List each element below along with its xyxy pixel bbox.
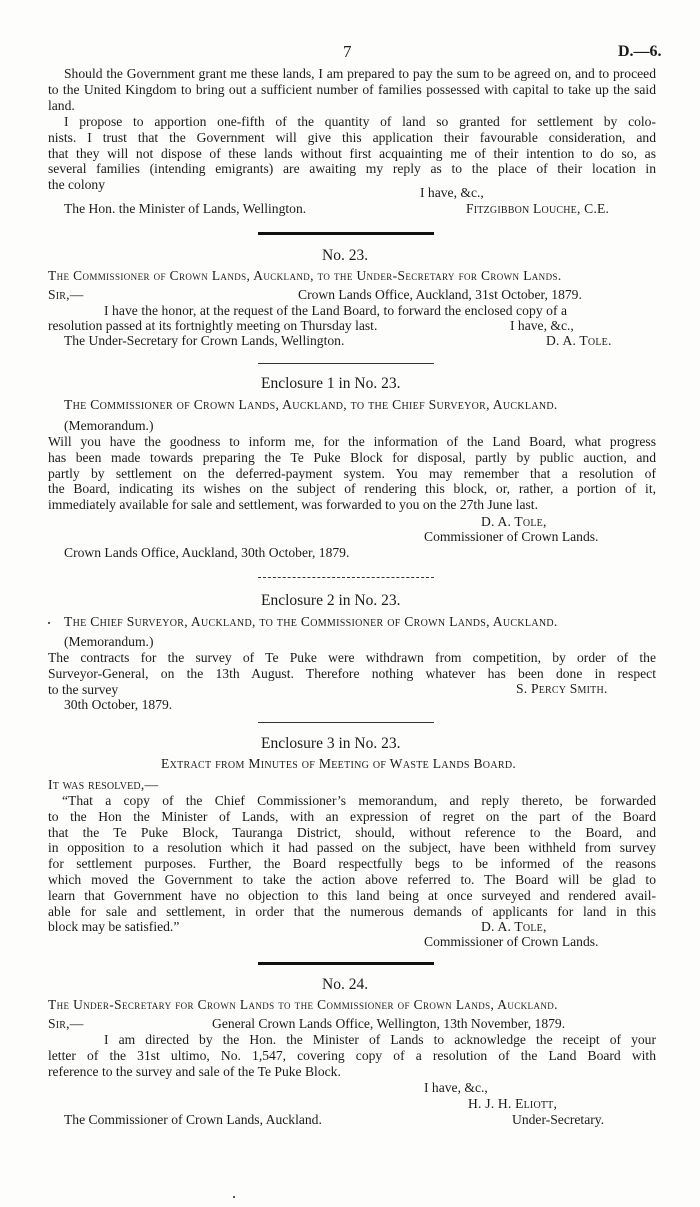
no23-signature: D. A. Tole. xyxy=(546,333,612,348)
print-speck xyxy=(233,1196,235,1198)
encl3-title: Commissioner of Crown Lands. xyxy=(424,934,599,949)
prev-line: several families (intending emigrants) are awaiting my reply as to the place of their location in xyxy=(48,161,656,177)
encl1-title: Commissioner of Crown Lands. xyxy=(424,529,599,544)
encl2-date: 30th October, 1879. xyxy=(64,697,173,712)
encl2-signature: S. Percy Smith. xyxy=(516,681,608,696)
encl1-line: Will you have the goodness to inform me, for the information of the Land Board, what progress xyxy=(48,434,656,449)
heading-enclosure-3: Enclosure 3 in No. 23. xyxy=(261,735,401,752)
encl3-subject: Extract from Minutes of Meeting of Waste Lands Board. xyxy=(161,756,517,771)
no23-body-line-1: I have the honor, at the request of the Land Board, to forward the enclosed copy of a xyxy=(104,303,568,318)
encl3-line: learn that Government have no objection to this land being at once surveyed and rendered avail- xyxy=(48,887,656,903)
no23-close: I have, &c., xyxy=(510,318,574,333)
encl2-line: Surveyor-General, on the 13th August. Therefore nothing whatever has been done in respect xyxy=(48,665,656,681)
encl3-intro: It was resolved,— xyxy=(48,777,159,792)
encl3-line: for settlement purposes. Further, the Board respectfully begs to be informed of the reasons xyxy=(48,856,656,872)
encl3-line: block may be satisfied.” xyxy=(48,919,180,935)
section-divider xyxy=(258,722,434,723)
encl1-line: has been made towards preparing the Te Puke Block for disposal, partly by public auction, and xyxy=(48,449,656,465)
no24-addressee: The Commissioner of Crown Lands, Auckland. xyxy=(64,1112,322,1127)
prev-addressee: The Hon. the Minister of Lands, Wellington. xyxy=(64,201,307,216)
section-divider xyxy=(258,363,434,364)
encl1-body xyxy=(48,434,656,513)
prev-line: the colony xyxy=(48,177,106,193)
section-rule xyxy=(258,232,434,235)
no24-close: I have, &c., xyxy=(424,1080,488,1095)
encl3-signature: D. A. Tole, xyxy=(481,919,547,934)
encl1-line: the Board, indicating its wishes on the subject of rendering this block, or, rather, a portion of it, xyxy=(48,481,656,497)
no24-subject: The Under-Secretary for Crown Lands to the Commissioner of Crown Lands, Auckland. xyxy=(48,997,558,1012)
encl3-line: that the Te Puke Block, Tauranga District, should, without reference to the Board, and xyxy=(48,824,656,840)
heading-enclosure-1: Enclosure 1 in No. 23. xyxy=(261,375,401,392)
no24-body xyxy=(48,1032,656,1079)
section-rule xyxy=(258,962,434,965)
no24-line: I am directed by the Hon. the Minister of Lands to acknowledge the receipt of your xyxy=(104,1032,656,1047)
no24-line: reference to the survey and sale of the Te Puke Block. xyxy=(48,1063,341,1079)
no23-addressee: The Under-Secretary for Crown Lands, Wellington. xyxy=(64,333,345,348)
encl2-line: The contracts for the survey of Te Puke were withdrawn from competition, by order of the xyxy=(48,650,656,665)
no24-title: Under-Secretary. xyxy=(512,1112,605,1127)
page-number: 7 xyxy=(343,42,352,61)
paragraph-prev-2 xyxy=(48,114,656,193)
heading-enclosure-2: Enclosure 2 in No. 23. xyxy=(261,592,401,609)
no23-salutation: Sir,— xyxy=(48,287,84,302)
no24-signature: H. J. H. Eliott, xyxy=(468,1096,558,1111)
prev-close: I have, &c., xyxy=(420,185,484,200)
margin-mark xyxy=(48,622,50,624)
encl3-body xyxy=(48,793,656,935)
prev-line: that they will not dispose of these lands without first acquainting me of their intention to do so, as xyxy=(48,145,656,161)
no24-place-date: General Crown Lands Office, Wellington, 13th November, 1879. xyxy=(212,1016,566,1031)
no24-salutation: Sir,— xyxy=(48,1016,84,1031)
encl1-memo: (Memorandum.) xyxy=(64,418,154,433)
encl3-line: “That a copy of the Chief Commissioner’s memorandum, and reply thereto, be forwarded xyxy=(62,793,656,808)
prev-line: nists. I trust that the Government will give this application their favourable consideration, and xyxy=(48,129,656,145)
heading-no-24: No. 24. xyxy=(322,976,369,993)
heading-no-23: No. 23. xyxy=(322,247,369,264)
encl3-line: which moved the Government to take the action above referred to. The Board will be glad to xyxy=(48,871,656,887)
encl2-memo: (Memorandum.) xyxy=(64,634,154,649)
section-divider xyxy=(258,577,434,578)
encl3-line: to the Hon the Minister of Lands, with an expression of regret on the part of the Board xyxy=(48,808,656,824)
encl1-line: partly by settlement on the deferred-payment system. You may remember that a resolution of xyxy=(48,465,656,481)
no24-line: letter of the 31st ultimo, No. 1,547, covering copy of a resolution of the Land Board with xyxy=(48,1047,656,1063)
prev-line: I propose to apportion one-fifth of the quantity of land so granted for settlement by colo- xyxy=(64,114,656,129)
no23-subject: The Commissioner of Crown Lands, Auckland, to the Under-Secretary for Crown Lands. xyxy=(48,268,562,283)
prev-signature: Fitzgibbon Louche, C.E. xyxy=(466,201,610,216)
encl1-place-date: Crown Lands Office, Auckland, 30th October, 1879. xyxy=(64,545,350,560)
encl2-subject: The Chief Surveyor, Auckland, to the Commissioner of Crown Lands, Auckland. xyxy=(64,614,558,629)
encl2-line: to the survey xyxy=(48,681,119,697)
encl1-subject: The Commissioner of Crown Lands, Auckland, to the Chief Surveyor, Auckland. xyxy=(64,397,558,412)
encl3-line: in opposition to a resolution which it had passed on the subject, have been withheld from survey xyxy=(48,840,656,856)
encl3-line: able for sale and settlement, in order that the numerous demands of applicants for land in this xyxy=(48,903,656,919)
encl1-signature: D. A. Tole, xyxy=(481,514,547,529)
no23-body-line-2: resolution passed at its fortnightly meeting on Thursday last. xyxy=(48,318,378,333)
document-reference: D.—6. xyxy=(618,43,662,60)
encl1-line: immediately available for sale and settlement, was forwarded to you on the 27th June last. xyxy=(48,497,538,513)
no23-place-date: Crown Lands Office, Auckland, 31st October, 1879. xyxy=(298,287,582,302)
paragraph-prev-1: Should the Government grant me these lands, I am prepared to pay the sum to be agreed on, and to proceed to the United Kingdom to bring out a sufficient number of families possessed with capital to take up the said land. xyxy=(48,66,656,113)
